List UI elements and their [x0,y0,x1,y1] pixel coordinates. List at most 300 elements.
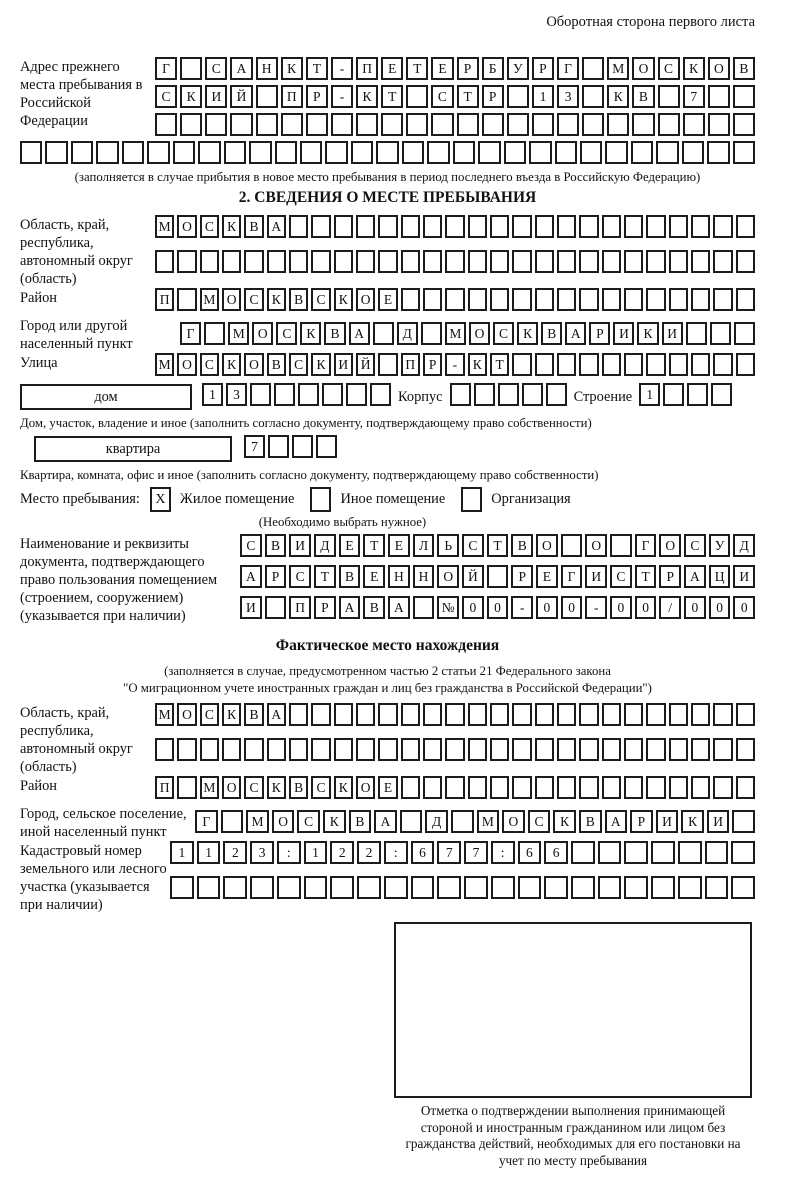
form-cell[interactable]: Д [733,534,755,557]
form-cell[interactable]: М [477,810,500,833]
form-cell[interactable] [579,288,598,311]
form-cell[interactable]: М [155,353,174,376]
form-cell[interactable] [624,215,643,238]
form-cell[interactable] [736,288,755,311]
form-cell[interactable] [711,383,732,406]
form-cell[interactable]: 1 [304,841,328,864]
form-cell[interactable] [658,85,680,108]
form-cell[interactable] [579,703,598,726]
other-premises-checkbox[interactable] [310,487,331,512]
form-cell[interactable] [734,322,755,345]
form-cell[interactable]: К [468,353,487,376]
form-cell[interactable] [177,250,196,273]
form-cell[interactable] [713,250,732,273]
form-cell[interactable] [474,383,495,406]
form-cell[interactable] [736,353,755,376]
form-cell[interactable]: И [205,85,227,108]
form-cell[interactable] [731,841,755,864]
form-cell[interactable] [249,141,271,164]
form-cell[interactable] [378,703,397,726]
form-cell[interactable]: К [553,810,576,833]
form-cell[interactable] [518,876,542,899]
form-cell[interactable]: О [177,353,196,376]
form-cell[interactable] [222,738,241,761]
form-cell[interactable]: 6 [544,841,568,864]
form-cell[interactable] [265,596,287,619]
form-cell[interactable]: В [632,85,654,108]
form-cell[interactable] [602,250,621,273]
form-cell[interactable] [464,876,488,899]
form-cell[interactable] [687,383,708,406]
form-cell[interactable] [406,85,428,108]
form-cell[interactable] [557,113,579,136]
form-cell[interactable]: Л [413,534,435,557]
form-cell[interactable] [445,288,464,311]
form-cell[interactable] [602,738,621,761]
form-cell[interactable]: Е [381,57,403,80]
form-cell[interactable]: Й [462,565,484,588]
residential-checkbox[interactable]: X [150,487,171,512]
form-cell[interactable] [624,353,643,376]
form-cell[interactable]: О [502,810,525,833]
form-cell[interactable]: Р [482,85,504,108]
form-cell[interactable] [490,250,509,273]
form-cell[interactable] [200,250,219,273]
form-cell[interactable]: 6 [518,841,542,864]
form-cell[interactable]: 3 [250,841,274,864]
form-cell[interactable] [624,876,648,899]
form-cell[interactable]: Т [314,565,336,588]
form-cell[interactable]: 1 [532,85,554,108]
form-cell[interactable] [267,250,286,273]
form-cell[interactable] [557,353,576,376]
form-cell[interactable] [713,215,732,238]
form-cell[interactable] [736,703,755,726]
form-cell[interactable] [557,250,576,273]
form-cell[interactable] [658,113,680,136]
form-cell[interactable]: П [155,776,174,799]
form-cell[interactable]: Т [635,565,657,588]
form-cell[interactable] [316,435,337,458]
form-cell[interactable] [487,565,509,588]
form-cell[interactable]: 7 [464,841,488,864]
form-cell[interactable]: Е [378,288,397,311]
form-cell[interactable] [334,250,353,273]
form-cell[interactable] [571,841,595,864]
form-cell[interactable] [244,250,263,273]
form-cell[interactable] [300,141,322,164]
form-cell[interactable] [221,810,244,833]
form-cell[interactable]: Г [635,534,657,557]
form-cell[interactable] [357,876,381,899]
form-cell[interactable]: К [334,776,353,799]
form-cell[interactable] [322,383,343,406]
form-cell[interactable] [402,141,424,164]
form-cell[interactable] [557,776,576,799]
form-cell[interactable]: В [289,288,308,311]
form-cell[interactable]: О [659,534,681,557]
form-cell[interactable] [378,738,397,761]
form-cell[interactable] [155,113,177,136]
form-cell[interactable]: А [349,322,370,345]
form-cell[interactable] [289,703,308,726]
form-cell[interactable] [334,215,353,238]
form-cell[interactable] [378,353,397,376]
form-cell[interactable]: 3 [557,85,579,108]
form-cell[interactable] [356,738,375,761]
form-cell[interactable] [713,703,732,726]
form-cell[interactable] [713,353,732,376]
form-cell[interactable]: В [733,57,755,80]
form-cell[interactable] [529,141,551,164]
form-cell[interactable]: 3 [226,383,247,406]
form-cell[interactable] [384,876,408,899]
form-cell[interactable] [381,113,403,136]
form-cell[interactable]: М [155,215,174,238]
form-cell[interactable]: А [565,322,586,345]
form-cell[interactable]: Т [381,85,403,108]
form-cell[interactable] [325,141,347,164]
form-cell[interactable] [602,215,621,238]
form-cell[interactable]: И [733,565,755,588]
form-cell[interactable] [311,703,330,726]
form-cell[interactable] [512,703,531,726]
form-cell[interactable] [267,738,286,761]
form-cell[interactable]: В [244,215,263,238]
form-cell[interactable] [298,383,319,406]
form-cell[interactable]: С [528,810,551,833]
form-cell[interactable]: О [222,288,241,311]
form-cell[interactable]: И [585,565,607,588]
form-cell[interactable]: О [272,810,295,833]
form-cell[interactable] [512,215,531,238]
form-cell[interactable] [646,250,665,273]
form-cell[interactable]: - [331,57,353,80]
form-cell[interactable]: Н [388,565,410,588]
form-cell[interactable]: О [632,57,654,80]
form-cell[interactable] [204,322,225,345]
form-cell[interactable] [544,876,568,899]
form-cell[interactable]: С [493,322,514,345]
form-cell[interactable]: Р [306,85,328,108]
form-cell[interactable]: К [356,85,378,108]
form-cell[interactable]: И [662,322,683,345]
form-cell[interactable]: О [356,776,375,799]
form-cell[interactable] [651,876,675,899]
form-cell[interactable] [669,353,688,376]
form-cell[interactable]: / [659,596,681,619]
form-cell[interactable] [512,288,531,311]
form-cell[interactable] [423,215,442,238]
form-cell[interactable] [453,141,475,164]
form-cell[interactable] [707,141,729,164]
form-cell[interactable] [147,141,169,164]
form-cell[interactable] [401,703,420,726]
form-cell[interactable]: Ь [437,534,459,557]
form-cell[interactable] [498,383,519,406]
form-cell[interactable] [736,250,755,273]
form-cell[interactable] [230,113,252,136]
form-cell[interactable] [401,250,420,273]
form-cell[interactable]: С [244,776,263,799]
form-cell[interactable] [250,876,274,899]
form-cell[interactable] [546,383,567,406]
form-cell[interactable]: Р [532,57,554,80]
form-cell[interactable]: Г [180,322,201,345]
form-cell[interactable] [490,288,509,311]
form-cell[interactable] [478,141,500,164]
form-cell[interactable] [445,703,464,726]
form-cell[interactable]: С [244,288,263,311]
form-cell[interactable]: 2 [330,841,354,864]
form-cell[interactable] [490,738,509,761]
form-cell[interactable] [713,738,732,761]
form-cell[interactable] [177,288,196,311]
form-cell[interactable]: А [339,596,361,619]
form-cell[interactable]: К [222,215,241,238]
form-cell[interactable] [155,738,174,761]
form-cell[interactable] [311,215,330,238]
form-cell[interactable]: Т [457,85,479,108]
form-cell[interactable] [580,141,602,164]
form-cell[interactable] [468,215,487,238]
form-cell[interactable] [598,876,622,899]
form-cell[interactable]: О [244,353,263,376]
form-cell[interactable]: 2 [223,841,247,864]
form-cell[interactable] [669,776,688,799]
form-cell[interactable]: - [445,353,464,376]
form-cell[interactable]: Р [265,565,287,588]
form-cell[interactable] [122,141,144,164]
form-cell[interactable]: С [200,703,219,726]
form-cell[interactable]: Т [363,534,385,557]
form-cell[interactable]: Е [363,565,385,588]
form-cell[interactable]: К [267,288,286,311]
form-cell[interactable] [445,738,464,761]
form-cell[interactable] [400,810,423,833]
form-cell[interactable] [431,113,453,136]
form-cell[interactable] [535,353,554,376]
form-cell[interactable] [602,776,621,799]
form-cell[interactable]: 7 [683,85,705,108]
form-cell[interactable] [705,876,729,899]
form-cell[interactable] [557,738,576,761]
form-cell[interactable] [713,776,732,799]
form-cell[interactable]: Г [155,57,177,80]
form-cell[interactable]: Г [557,57,579,80]
form-cell[interactable] [602,288,621,311]
form-cell[interactable]: К [267,776,286,799]
form-cell[interactable]: 1 [197,841,221,864]
form-cell[interactable]: 0 [709,596,731,619]
form-cell[interactable] [624,288,643,311]
form-cell[interactable]: Р [589,322,610,345]
form-cell[interactable] [468,776,487,799]
form-cell[interactable] [311,250,330,273]
form-cell[interactable] [736,776,755,799]
form-cell[interactable]: Р [659,565,681,588]
form-cell[interactable] [222,250,241,273]
form-cell[interactable] [507,85,529,108]
form-cell[interactable] [598,841,622,864]
form-cell[interactable] [535,215,554,238]
form-cell[interactable]: Ц [709,565,731,588]
form-cell[interactable] [691,353,710,376]
form-cell[interactable] [646,215,665,238]
form-cell[interactable]: № [437,596,459,619]
form-cell[interactable] [445,250,464,273]
form-cell[interactable] [691,738,710,761]
form-cell[interactable] [535,738,554,761]
form-cell[interactable] [373,322,394,345]
form-cell[interactable]: Е [431,57,453,80]
form-cell[interactable]: Р [511,565,533,588]
form-cell[interactable] [646,738,665,761]
form-cell[interactable]: А [684,565,706,588]
form-cell[interactable]: С [658,57,680,80]
form-cell[interactable] [736,738,755,761]
form-cell[interactable]: Й [356,353,375,376]
form-cell[interactable]: О [536,534,558,557]
form-cell[interactable]: Т [487,534,509,557]
form-cell[interactable]: Р [630,810,653,833]
form-cell[interactable] [450,383,471,406]
form-cell[interactable] [571,876,595,899]
form-cell[interactable]: О [356,288,375,311]
form-cell[interactable]: В [267,353,286,376]
form-cell[interactable]: П [401,353,420,376]
form-cell[interactable]: В [541,322,562,345]
form-cell[interactable] [173,141,195,164]
form-cell[interactable] [646,776,665,799]
form-cell[interactable] [306,113,328,136]
form-cell[interactable]: П [281,85,303,108]
form-cell[interactable]: Е [536,565,558,588]
form-cell[interactable]: В [579,810,602,833]
form-cell[interactable] [304,876,328,899]
form-cell[interactable] [705,841,729,864]
form-cell[interactable]: : [491,841,515,864]
form-cell[interactable]: Н [256,57,278,80]
form-cell[interactable]: С [684,534,706,557]
form-cell[interactable] [683,113,705,136]
form-cell[interactable] [663,383,684,406]
form-cell[interactable]: С [200,215,219,238]
form-cell[interactable] [346,383,367,406]
form-cell[interactable] [413,596,435,619]
form-cell[interactable] [406,113,428,136]
form-cell[interactable] [445,215,464,238]
form-cell[interactable]: 7 [244,435,265,458]
form-cell[interactable]: А [605,810,628,833]
form-cell[interactable] [356,215,375,238]
form-cell[interactable] [678,841,702,864]
form-cell[interactable]: А [230,57,252,80]
form-cell[interactable] [669,215,688,238]
form-cell[interactable]: Р [314,596,336,619]
form-cell[interactable] [522,383,543,406]
form-cell[interactable] [401,215,420,238]
form-cell[interactable] [507,113,529,136]
form-cell[interactable] [445,776,464,799]
form-cell[interactable]: О [252,322,273,345]
form-cell[interactable] [691,703,710,726]
form-cell[interactable] [180,113,202,136]
form-cell[interactable] [624,250,643,273]
form-cell[interactable] [557,703,576,726]
form-cell[interactable] [351,141,373,164]
form-cell[interactable]: С [311,776,330,799]
form-cell[interactable] [423,703,442,726]
form-cell[interactable]: П [155,288,174,311]
form-cell[interactable] [512,738,531,761]
form-cell[interactable]: М [607,57,629,80]
form-cell[interactable]: К [311,353,330,376]
form-cell[interactable]: И [707,810,730,833]
form-cell[interactable]: Р [423,353,442,376]
form-cell[interactable] [334,738,353,761]
form-cell[interactable] [512,250,531,273]
form-cell[interactable] [451,810,474,833]
form-cell[interactable]: П [356,57,378,80]
form-cell[interactable] [686,322,707,345]
form-cell[interactable] [421,322,442,345]
form-cell[interactable]: С [297,810,320,833]
form-cell[interactable]: У [507,57,529,80]
form-cell[interactable]: : [384,841,408,864]
form-cell[interactable] [331,113,353,136]
form-cell[interactable]: 1 [202,383,223,406]
form-cell[interactable]: 0 [635,596,657,619]
form-cell[interactable] [423,738,442,761]
form-cell[interactable] [555,141,577,164]
house-field-box[interactable]: дом [20,384,192,410]
form-cell[interactable] [223,876,247,899]
form-cell[interactable]: Т [306,57,328,80]
form-cell[interactable]: А [240,565,262,588]
form-cell[interactable] [378,215,397,238]
form-cell[interactable]: К [323,810,346,833]
form-cell[interactable] [557,215,576,238]
form-cell[interactable]: М [445,322,466,345]
form-cell[interactable]: У [709,534,731,557]
form-cell[interactable]: 0 [610,596,632,619]
form-cell[interactable] [691,215,710,238]
form-cell[interactable] [605,141,627,164]
form-cell[interactable] [177,738,196,761]
form-cell[interactable] [682,141,704,164]
form-cell[interactable] [423,250,442,273]
form-cell[interactable] [376,141,398,164]
form-cell[interactable] [512,776,531,799]
form-cell[interactable]: 6 [411,841,435,864]
form-cell[interactable]: С [289,565,311,588]
form-cell[interactable]: 1 [639,383,660,406]
form-cell[interactable]: - [511,596,533,619]
form-cell[interactable] [582,113,604,136]
form-cell[interactable] [535,703,554,726]
form-cell[interactable] [624,841,648,864]
form-cell[interactable] [691,776,710,799]
form-cell[interactable]: К [334,288,353,311]
form-cell[interactable]: 0 [733,596,755,619]
form-cell[interactable] [401,738,420,761]
form-cell[interactable]: 2 [357,841,381,864]
form-cell[interactable] [736,215,755,238]
form-cell[interactable]: В [511,534,533,557]
form-cell[interactable] [289,215,308,238]
form-cell[interactable] [669,250,688,273]
